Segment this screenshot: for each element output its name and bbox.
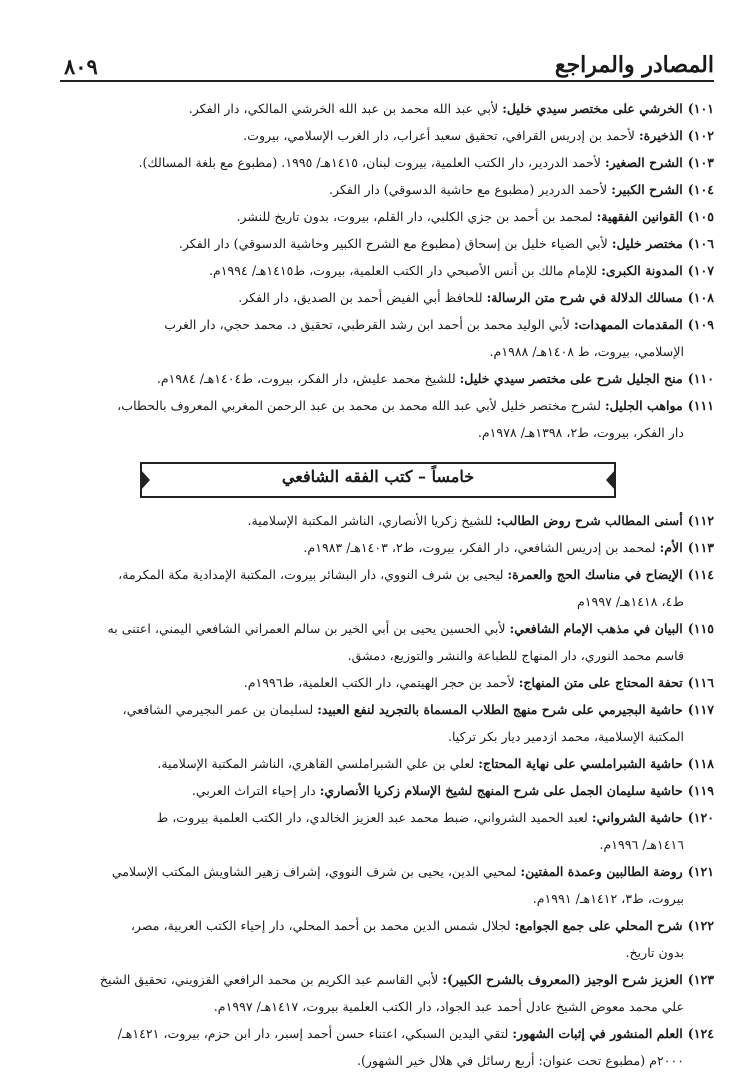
reference-title: حاشية البجيرمي على شرح منهج الطلاب المسماة بالتجريد لنفع العبيد: xyxy=(317,702,683,717)
reference-details: لأحمد بن حجر الهيتمي، دار الكتب العلمية، ط١٩٩٦م. xyxy=(243,675,515,690)
reference-entry xyxy=(70,230,714,257)
reference-title: الخرشي على مختصر سيدي خليل: xyxy=(502,101,683,116)
reference-title: شرح المحلي على جمع الجوامع: xyxy=(514,918,683,933)
reference-details: لأحمد الدردير، دار الكتب العلمية، بيروت لبنان، ١٤١٥هـ/ ١٩٩٥. (مطبوع مع بلغة المسالك). xyxy=(138,155,601,170)
reference-details-continued: بيروت، ط٣، ١٤١٢هـ/ ١٩٩١م. xyxy=(532,891,684,906)
reference-title: حاشية الشرواني: xyxy=(591,810,683,825)
reference-details: للشيخ محمد عليش، دار الفكر، بيروت، ط١٤٠٤هـ/ ١٩٨٤م. xyxy=(156,371,456,386)
reference-number: ١٢٠) xyxy=(687,810,714,825)
reference-number: ١٢٢) xyxy=(687,918,714,933)
reference-details: لسليمان بن عمر البجيرمي الشافعي، xyxy=(122,702,314,717)
reference-details: لأبي الوليد محمد بن أحمد ابن رشد القرطبي، تحقيق د. محمد حجي، دار الغرب xyxy=(164,317,570,332)
reference-entry xyxy=(70,311,714,365)
reference-number: ١٢٤) xyxy=(687,1026,714,1041)
reference-entry xyxy=(70,149,714,176)
reference-number: ١٠٣) xyxy=(687,155,714,170)
reference-details: لأحمد بن إدريس القرافي، تحقيق سعيد أعراب، دار الغرب الإسلامي، بيروت. xyxy=(243,128,635,143)
reference-number: ١١٩) xyxy=(687,783,714,798)
reference-number: ١٠٢) xyxy=(687,128,714,143)
reference-details: للحافظ أبي الفيض أحمد بن الصديق، دار الفكر. xyxy=(238,290,483,305)
reference-details: لأبي الحسين يحيى بن أبي الخير بن سالم العمراني الشافعي اليمني، اعتنى به xyxy=(107,621,506,636)
reference-number: ١١٦) xyxy=(687,675,714,690)
reference-number: ١١٨) xyxy=(687,756,714,771)
reference-entry xyxy=(70,284,714,311)
reference-number: ١٠٤) xyxy=(687,182,714,197)
reference-entry xyxy=(70,669,714,696)
reference-entry xyxy=(70,365,714,392)
reference-details: دار إحياء التراث العربي. xyxy=(191,783,316,798)
reference-entry xyxy=(70,392,714,446)
reference-entry xyxy=(70,95,714,122)
reference-title: العلم المنشور في إثبات الشهور: xyxy=(512,1026,683,1041)
reference-title: روضة الطالبين وعمدة المفتين: xyxy=(520,864,683,879)
reference-details: لعبد الحميد الشرواني، ضبط محمد عبد العزيز الخالدي، دار الكتب العلمية بيروت، ط xyxy=(156,810,588,825)
reference-details-continued: دار الفكر، بيروت، ط٢، ١٣٩٨هـ/ ١٩٧٨م. xyxy=(477,425,684,440)
reference-number: ١١٣) xyxy=(687,540,714,555)
reference-entry xyxy=(70,203,714,230)
reference-title: العزيز شرح الوجيز (المعروف بالشرح الكبير): xyxy=(442,972,683,987)
reference-details: للشيخ زكريا الأنصاري، الناشر المكتبة الإسلامية. xyxy=(247,513,493,528)
reference-number: ١٠٦) xyxy=(687,236,714,251)
page-number: ٨٠٩ xyxy=(64,54,98,79)
reference-number: ١١٢) xyxy=(687,513,714,528)
reference-title: مسالك الدلالة في شرح متن الرسالة: xyxy=(486,290,683,305)
reference-details-continued: علي محمد معوض الشيخ عادل أحمد عبد الجواد، دار الكتب العلمية بيروت، ١٤١٧هـ/ ١٩٩٧م. xyxy=(213,999,684,1014)
reference-entry xyxy=(70,507,714,534)
reference-title: الأم: xyxy=(659,540,683,555)
reference-details: لمحيي الدين، يحيى بن شرف النووي، إشراف زهير الشاويش المكتب الإسلامي xyxy=(111,864,517,879)
running-title: المصادر والمراجع xyxy=(554,52,714,78)
shafii-references-list xyxy=(70,507,714,1074)
reference-title: مختصر خليل: xyxy=(611,236,683,251)
reference-number: ١١٤) xyxy=(687,567,714,582)
reference-entry xyxy=(70,804,714,858)
reference-details: لمحمد بن إدريس الشافعي، دار الفكر، بيروت، ط٢، ١٤٠٣هـ/ ١٩٨٣م. xyxy=(303,540,656,555)
reference-number: ١٠١) xyxy=(687,101,714,116)
reference-title: مواهب الجليل: xyxy=(604,398,683,413)
reference-title: تحفة المحتاج على متن المنهاج: xyxy=(518,675,683,690)
reference-details: لأحمد الدردير (مطبوع مع حاشية الدسوقي) دار الفكر. xyxy=(329,182,608,197)
reference-details-continued: المكتبة الإسلامية، محمد ازدمير ديار بكر تركيا. xyxy=(447,729,684,744)
reference-details: لأبي الضياء خليل بن إسحاق (مطبوع مع الشرح الكبير وحاشية الدسوقي) دار الفكر. xyxy=(178,236,608,251)
reference-details: ليحيى بن شرف النووي، دار البشائر بيروت، المكتبة الإمدادية مكة المكرمة، xyxy=(118,567,504,582)
reference-details: لشرح مختصر خليل لأبي عبد الله محمد بن محمد بن عبد الرحمن المغربي المعروف بالحطاب، xyxy=(117,398,601,413)
reference-details: لأبي القاسم عبد الكريم بن محمد الرافعي القزويني، تحقيق الشيخ xyxy=(99,972,439,987)
maliki-references-list xyxy=(70,95,714,446)
reference-number: ١١٧) xyxy=(687,702,714,717)
reference-title: القوانين الفقهية: xyxy=(596,209,683,224)
reference-entry xyxy=(70,1020,714,1074)
reference-number: ١٠٩) xyxy=(687,317,714,332)
reference-number: ١٠٥) xyxy=(687,209,714,224)
reference-entry xyxy=(70,912,714,966)
section-heading-banner xyxy=(140,462,616,498)
reference-details: لمحمد بن أحمد بن جزي الكلبي، دار القلم، بيروت، بدون تاريخ للنشر. xyxy=(236,209,593,224)
reference-details-continued: قاسم محمد النوري، دار المنهاج للطباعة والنشر والتوزيع، دمشق. xyxy=(347,648,684,663)
reference-title: الإيضاح في مناسك الحج والعمرة: xyxy=(507,567,683,582)
reference-title: أسنى المطالب شرح روض الطالب: xyxy=(496,513,683,528)
reference-number: ١١١) xyxy=(687,398,714,413)
reference-entry xyxy=(70,777,714,804)
reference-details: لجلال شمس الدين محمد بن أحمد المحلي، دار إحياء الكتب العربية، مصر، xyxy=(130,918,511,933)
reference-number: ١٢١) xyxy=(687,864,714,879)
section-heading: خامساً – كتب الفقه الشافعي xyxy=(281,467,475,486)
reference-details: لتقي اليدين السبكي، اعتناء حسن أحمد إسبر، دار ابن حزم، بيروت، ١٤٢١هـ/ xyxy=(117,1026,509,1041)
reference-title: منح الجليل شرح على مختصر سيدي خليل: xyxy=(459,371,683,386)
reference-entry xyxy=(70,966,714,1020)
reference-entry xyxy=(70,750,714,777)
reference-details-continued: ٢٠٠٠م (مطبوع تحت عنوان: أربع رسائل في هلال خير الشهور). xyxy=(356,1053,684,1068)
reference-title: المدونة الكبرى: xyxy=(601,263,683,278)
reference-details: للإمام مالك بن أنس الأصبحي دار الكتب العلمية، بيروت، ط١٤١٥هـ/ ١٩٩٤م. xyxy=(208,263,598,278)
reference-details-continued: بدون تاريخ. xyxy=(625,945,684,960)
reference-title: حاشية الشبراملسي على نهاية المحتاج: xyxy=(478,756,683,771)
reference-entry xyxy=(70,858,714,912)
reference-number: ١٢٣) xyxy=(687,972,714,987)
reference-title: الذخيرة: xyxy=(639,128,683,143)
reference-details: لأبي عبد الله محمد بن عبد الله الخرشي المالكي، دار الفكر. xyxy=(188,101,499,116)
reference-title: البيان في مذهب الإمام الشافعي: xyxy=(509,621,683,636)
reference-entry xyxy=(70,696,714,750)
reference-number: ١١٠) xyxy=(687,371,714,386)
reference-number: ١٠٧) xyxy=(687,263,714,278)
reference-entry xyxy=(70,122,714,149)
reference-title: الشرح الصغير: xyxy=(604,155,683,170)
reference-details: لعلي بن علي الشبراملسي القاهري، الناشر المكتبة الإسلامية. xyxy=(157,756,475,771)
reference-details-continued: ١٤١٦هـ/ ١٩٩٦م. xyxy=(599,837,684,852)
reference-details-continued: ط٤، ١٤١٨هـ/ ١٩٩٧م xyxy=(576,594,684,609)
reference-number: ١١٥) xyxy=(687,621,714,636)
reference-title: المقدمات الممهدات: xyxy=(573,317,683,332)
header-rule xyxy=(60,80,714,82)
reference-entry xyxy=(70,176,714,203)
reference-entry xyxy=(70,615,714,669)
reference-title: الشرح الكبير: xyxy=(611,182,683,197)
reference-entry xyxy=(70,561,714,615)
reference-title: حاشية سليمان الجمل على شرح المنهج لشيخ الإسلام زكريا الأنصاري: xyxy=(319,783,683,798)
reference-entry xyxy=(70,534,714,561)
page-header xyxy=(60,44,714,86)
reference-details-continued: الإسلامي، بيروت، ط ١٤٠٨هـ/ ١٩٨٨م. xyxy=(489,344,684,359)
reference-entry xyxy=(70,257,714,284)
reference-number: ١٠٨) xyxy=(687,290,714,305)
